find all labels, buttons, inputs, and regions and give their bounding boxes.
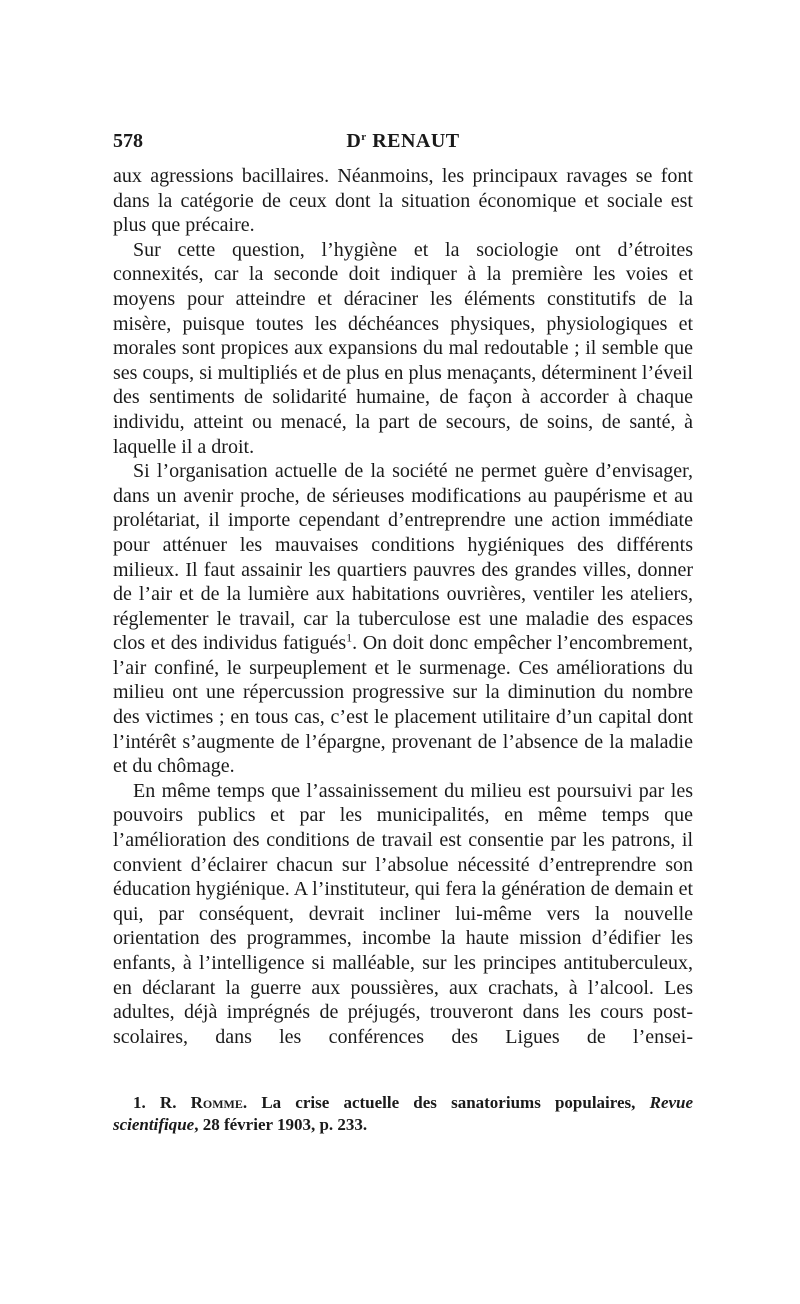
title-name: RENAUT <box>372 130 460 152</box>
footnote-author-name: Romme <box>190 1093 243 1112</box>
paragraph-4: En même temps que l’assainissement du milieu est poursuivi par les pouvoirs publics et par les municipalités, en même temps que l’amélioration des conditions de travail est consentie par les patrons, il convient d’éclairer chacun sur l’absolue nécessité d’entreprendre son éducation hygiénique. A l’instituteur, qui fera la génération de demain et qui, par conséquent, devrait incliner lui-même vers la nouvelle orientation des programmes, incombe la haute mission d’édifier les enfants, à l’intelligence si malléable, sur les principes antituberculeux, en déclarant la guerre aux poussières, aux crachats, à l’alcool. Les adultes, déjà imprégnés de préjugés, trouveront dans les cours post-scolaires, dans les conférences des Ligues de l’ensei- <box>113 779 693 1048</box>
running-title <box>113 130 693 153</box>
paragraph-3 <box>113 459 693 779</box>
footnote-author-initial: R. <box>159 1093 177 1112</box>
footnote-number: 1. <box>133 1093 146 1112</box>
paragraph-3-before: Si l’organisation actuelle de la société ne permet guère d’envisager, dans un avenir proche, de sérieuses modifications au paupérisme et au prolétariat, il importe cependant d’entreprendre une action immédiate pour atténuer les mauvaises conditions hygiéniques des différents milieux. Il faut assainir les quartiers pauvres des grandes villes, donner de l’air et de la lumière aux habitations ouvrières, ventiler les ateliers, réglementer le travail, car la tuberculose est une maladie des espaces clos et des individus fatigués <box>113 460 693 655</box>
footnote-text: . La crise actuelle des sanatoriums populaires, <box>242 1093 636 1112</box>
paragraph-3-after: . On doit donc empêcher l’encombrement, l’air confiné, le surpeuplement et le surmenage. Ces améliorations du milieu ont une répercussion progressive sur la diminution du nombre des victimes ; en tous cas, c’est le placement utilitaire d’un capital dont l’intérêt s’augmente de l’épargne, provenant de l’absence de la maladie et du chômage. <box>113 632 693 778</box>
footnotes <box>113 1092 693 1136</box>
body-text <box>113 164 693 1049</box>
footnote-journal: Revue scientifique <box>113 1093 694 1134</box>
footnote-details: , 28 février 1903, p. 233. <box>194 1115 368 1134</box>
page-number: 578 <box>113 130 143 152</box>
title-superscript: r <box>361 131 367 143</box>
paragraph-1: aux agressions bacillaires. Néanmoins, les principaux ravages se font dans la catégorie de ceux dont la situation économique et sociale est plus que précaire. <box>113 165 693 237</box>
title-prefix: D <box>346 130 362 152</box>
footnote-reference: 1 <box>346 630 353 645</box>
running-head <box>113 130 693 158</box>
footnote-1 <box>113 1092 693 1136</box>
paragraph-2: Sur cette question, l’hygiène et la sociologie ont d’étroites connexités, car la seconde doit indiquer à la première les voies et moyens pour atteindre et déraciner les éléments constitutifs de la misère, puisque toutes les déchéances physiques, physiologiques et morales sont propices aux expansions du mal redoutable ; il semble que ses coups, si multipliés et de plus en plus menaçants, déterminent l’éveil des sentiments de solidarité humaine, de façon à accorder à chaque individu, atteint ou menacé, la part de secours, de soins, de santé, à laquelle il a droit. <box>113 238 693 458</box>
